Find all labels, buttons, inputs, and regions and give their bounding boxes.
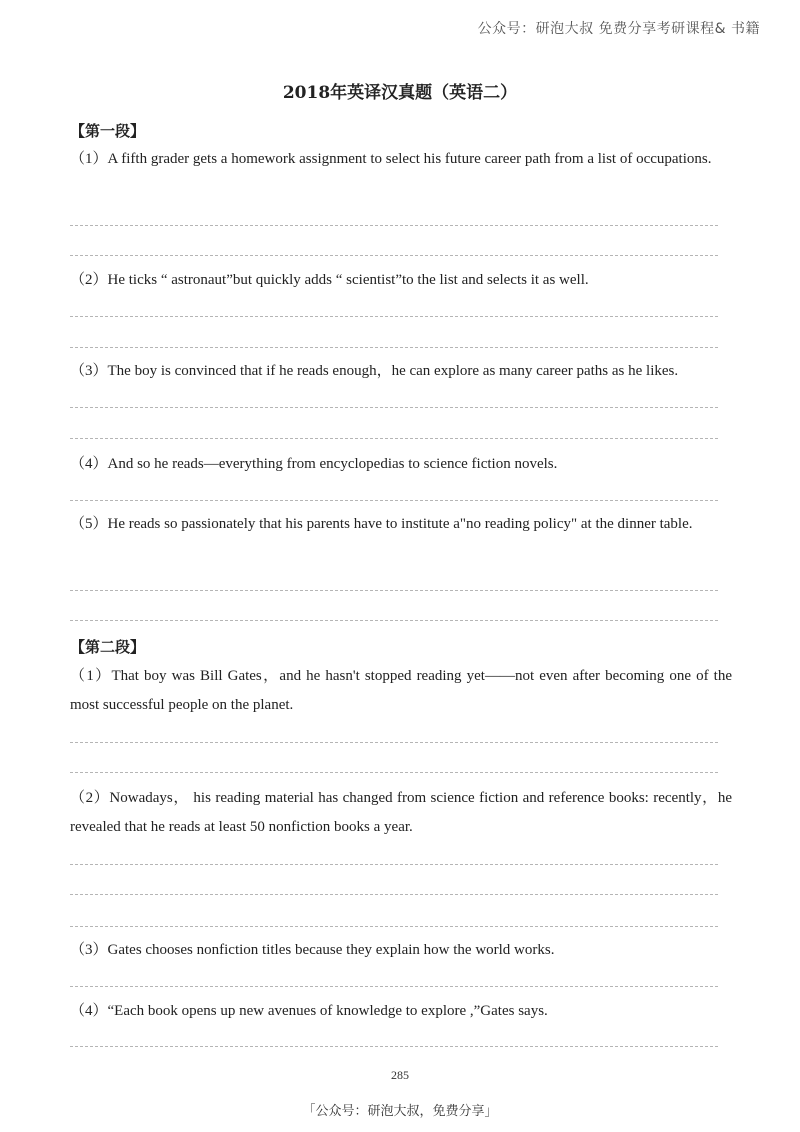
sentence-1-4: （4）And so he reads—everything from encyclopedias to science fiction novels.: [70, 456, 558, 472]
answer-line: [70, 438, 718, 439]
sentence-1-1: （1）A fifth grader gets a homework assignment to select his future career path from a list of occupations.: [70, 151, 712, 167]
answer-line: [70, 590, 718, 591]
answer-line: [70, 407, 718, 408]
sentence-2-2: （2）Nowadays， his reading material has changed from science fiction and reference books: recently，he revealed that he reads at least 50 nonfiction books a year.: [70, 790, 732, 835]
sentence-2-4: （4）“Each book opens up new avenues of knowledge to explore ,”Gates says.: [70, 1003, 548, 1019]
sentence-1-2: （2）He ticks “ astronaut”but quickly adds “ scientist”to the list and selects it as well.: [70, 272, 589, 288]
answer-line: [70, 500, 718, 501]
sentence-2-3: （3）Gates chooses nonfiction titles because they explain how the world works.: [70, 942, 555, 958]
answer-line: [70, 347, 718, 348]
answer-line: [70, 926, 718, 927]
sentence-1-3: （3）The boy is convinced that if he reads enough，he can explore as many career paths as he likes.: [70, 363, 679, 379]
answer-line: [70, 772, 718, 773]
footer-note: 「公众号：研泡大叔，免费分享」: [302, 1104, 498, 1119]
answer-line: [70, 225, 718, 226]
answer-line: [70, 316, 718, 317]
answer-line: [70, 742, 718, 743]
section-label-1: 【第一段】: [70, 122, 146, 140]
answer-line: [70, 864, 718, 865]
answer-line: [70, 894, 718, 895]
header-note: 公众号：研泡大叔 免费分享考研课程& 书籍: [477, 21, 760, 37]
sentence-2-1: （1）That boy was Bill Gates，and he hasn't stopped reading yet——not even after becoming one of the most successful people on the planet.: [70, 668, 732, 713]
sentence-1-5: （5）He reads so passionately that his parents have to institute a"no reading policy" at the dinner table.: [70, 516, 693, 532]
answer-line: [70, 1046, 718, 1047]
page-title: 2018年英译汉真题（英语二）: [282, 83, 518, 103]
page-number: 285: [391, 1068, 409, 1082]
answer-line: [70, 986, 718, 987]
section-label-2: 【第二段】: [70, 638, 146, 656]
answer-line: [70, 620, 718, 621]
answer-line: [70, 255, 718, 256]
